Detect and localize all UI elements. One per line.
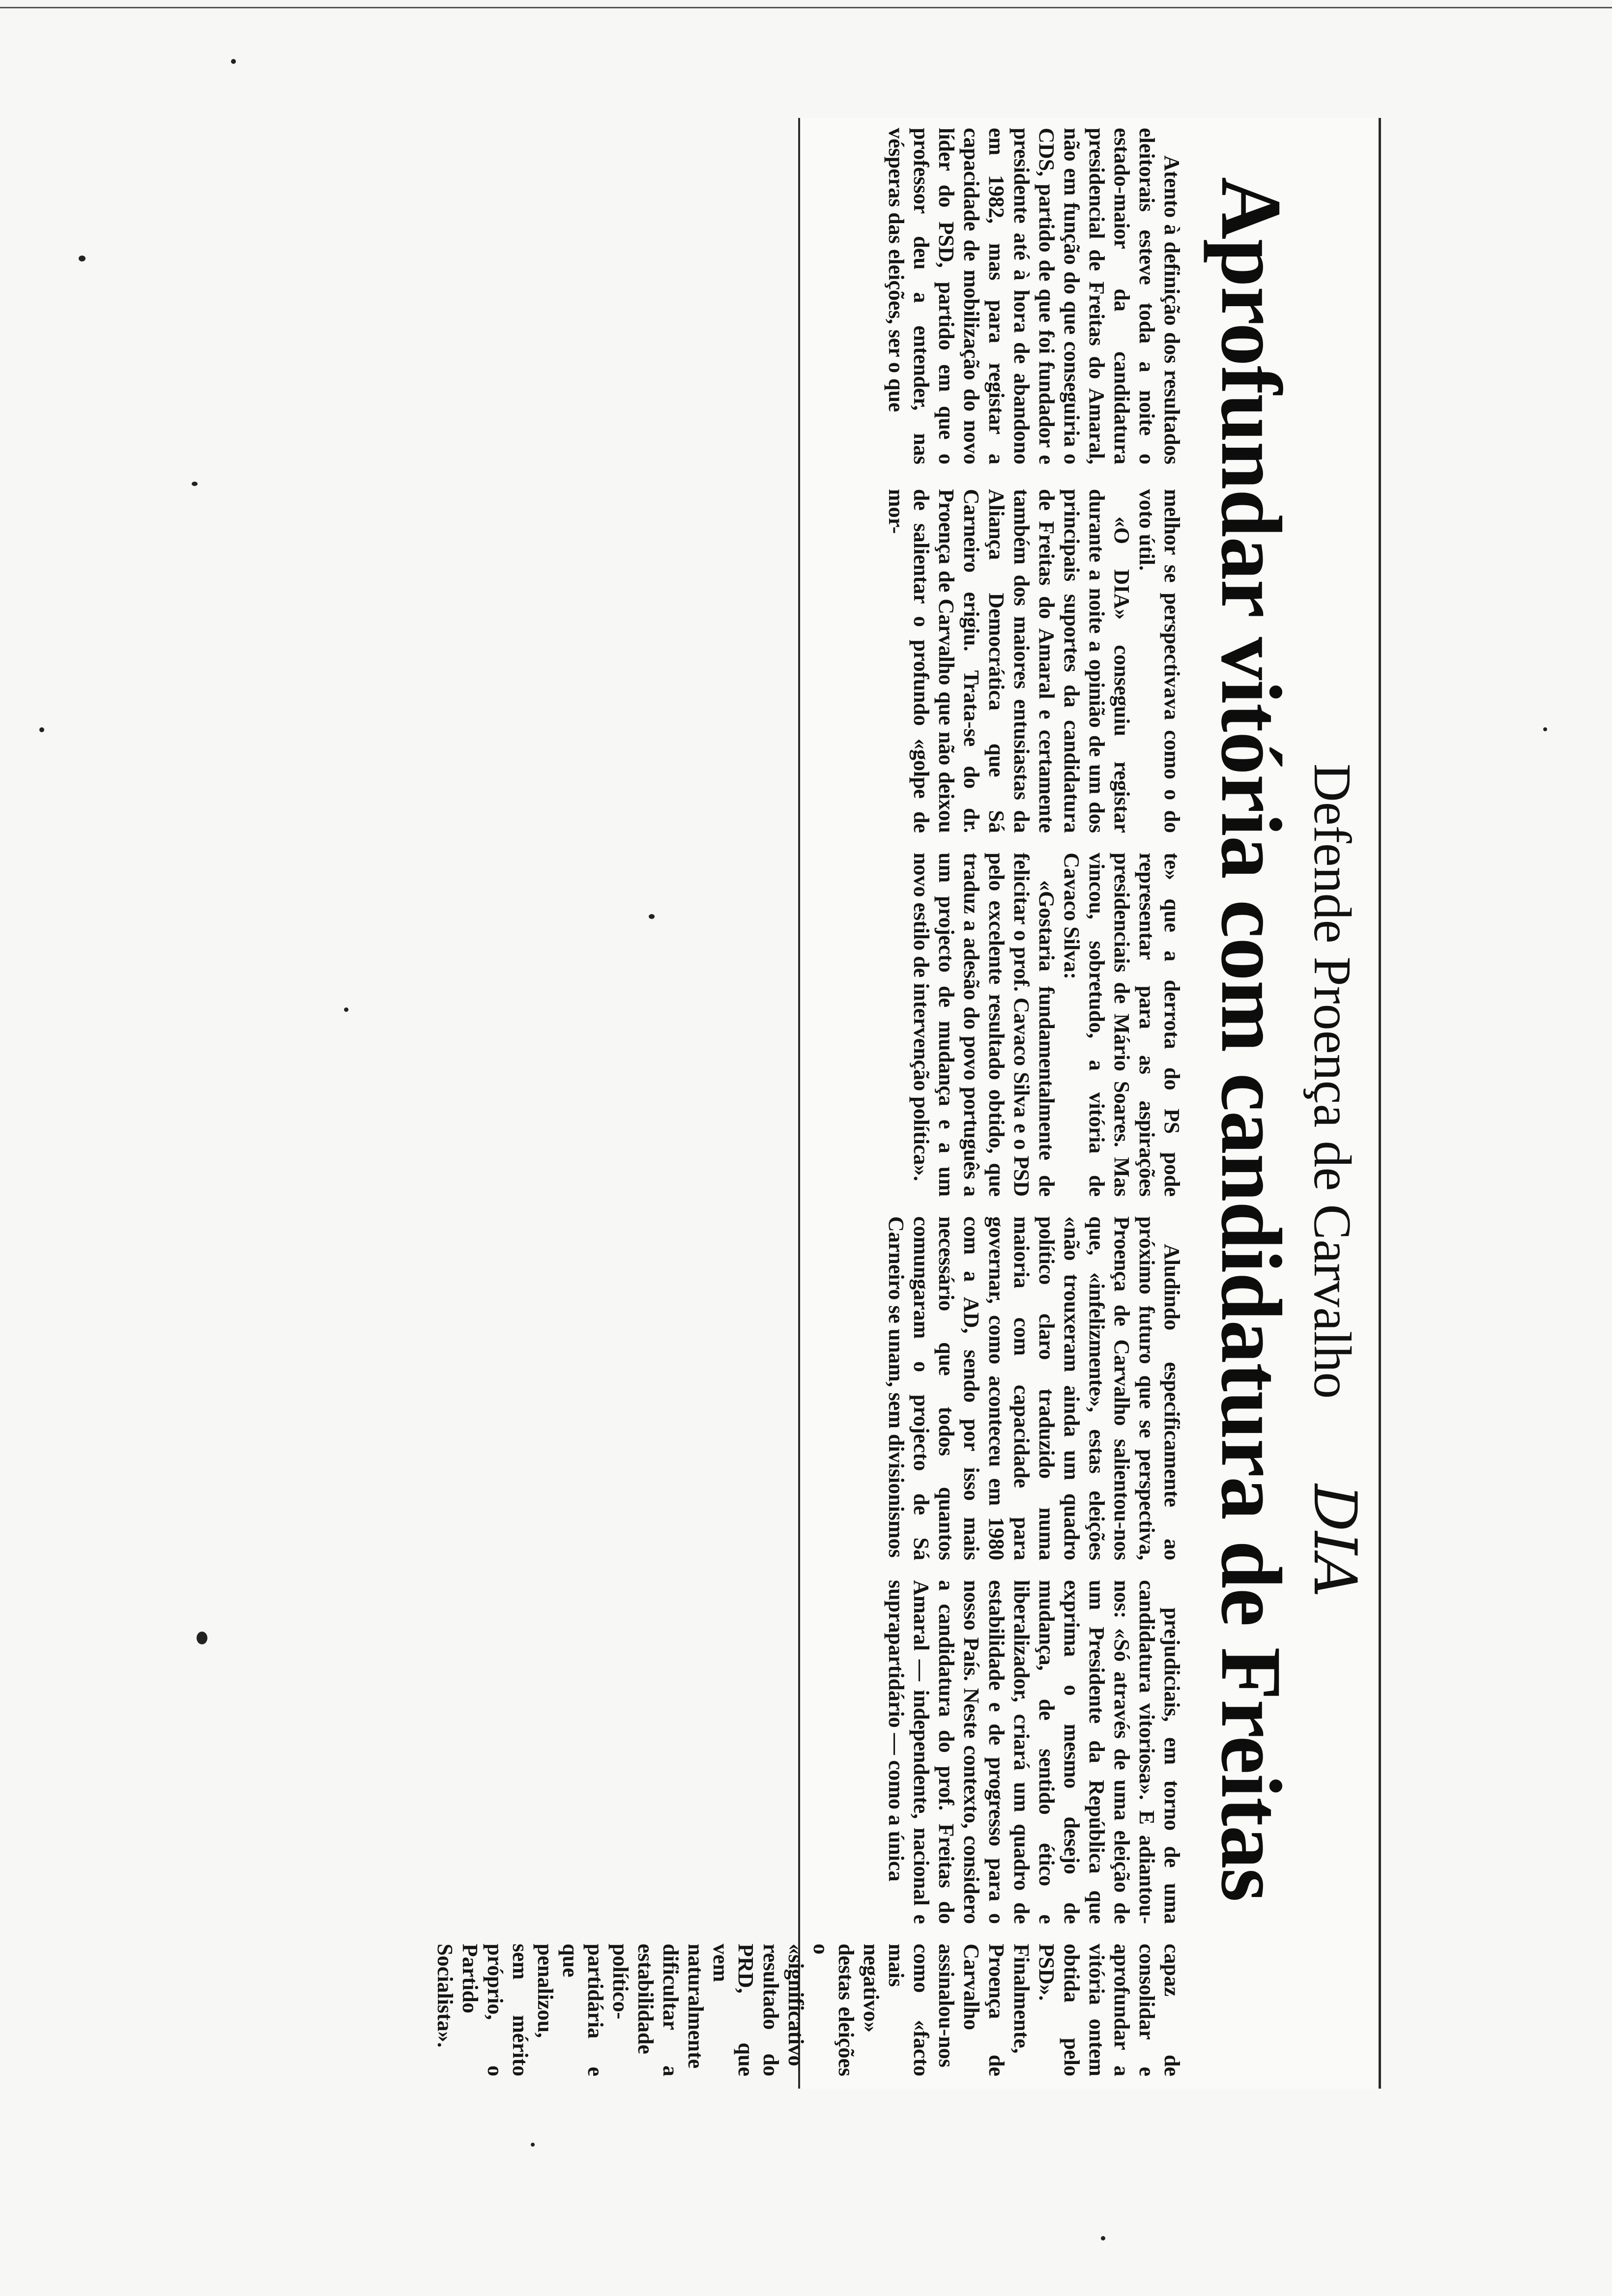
article-paragraph: «O DIA» conseguiu registar durante a noite a opinião de um dos principais suportes da candidatura de Freitas do Amaral e certamente também dos maiores entusiastas da Aliança Democrática que Sá Carneiro erigiu. Trata-se do dr. Proença de Carvalho que não deixou de salientar o profundo «golpe de mor- [884, 489, 1134, 833]
article-column-5: prejudiciais, em torno de uma candidatura vitoriosa». E adiantou-nos: «Só através de uma eleição de um Presidente da República que exprima o mesmo desejo de mudança, de sentido ético e liberalizador, criará um quadro de estabilidade e de progresso para o nosso País. Neste contexto, considero a candidatura do prof. Freitas do Amaral — independente, nacional e suprapartidário — como a única [884, 1580, 1184, 1924]
article-paragraph: te» que a derrota do PS pode representar para as aspirações presidenciais de Mário Soares. Mas vincou, sobretudo, a vitória de Cavaco Silva: [1060, 853, 1184, 1197]
article-paragraph: «Gostaria fundamentalmente de felicitar o prof. Cavaco Silva e o PSD pelo excelente resultado obtido, que traduz a adesão do povo português a um projecto de mudança e a um novo estilo de intervenção política». [909, 853, 1059, 1197]
scan-speck [79, 256, 86, 261]
article-kicker: Defende Proença de Carvalho [1303, 763, 1361, 1399]
article-headline: Aprofundar vitória com candidatura de Freitas [1203, 177, 1299, 1902]
scan-speck [531, 2143, 535, 2147]
clipping-bottom-rule [798, 118, 800, 2089]
scan-speck [344, 1007, 348, 1012]
article-paragraph: melhor se perspectivava como o do voto útil. [1135, 489, 1184, 833]
scan-speck [197, 1632, 207, 1644]
article-paragraph: Finalmente, Proença de Carvalho assinalou-nos como «facto mais negativo» destas eleições o «significativo resultado do PRD, que vem naturalmente dificultar a estabilidade político-partidária e que penalizou, sem mérito próprio, o Partido Socialista». [433, 1944, 1034, 2076]
page-top-rule [0, 7, 1612, 8]
article-column-2 [811, 489, 1184, 833]
scan-speck [39, 727, 44, 732]
newspaper-clipping [433, 118, 1381, 2089]
article-paragraph: capaz de consolidar e aprofundar a vitória ontem obtida pelo PSD». [1035, 1944, 1184, 2076]
handwritten-masthead: DIA [1300, 1484, 1369, 1598]
scan-speck [231, 59, 236, 64]
scan-speck [1543, 727, 1547, 731]
scan-speck [192, 482, 198, 486]
scan-speck [649, 914, 655, 919]
article-column-3 [811, 853, 1184, 1197]
article-column-4: Aludindo especificamente ao próximo futuro que se perspectiva, Proença de Carvalho salientou-nos que, «infelizmente», estas eleições «não trouxeram ainda um quadro político claro traduzido numa maioria com capacidade para governar, como aconteceu em 1980 com a AD, sendo por isso mais necessário que todos quantos comungaram o projecto de Sá Carneiro se unam, sem divisionismos [884, 1216, 1184, 1560]
clipping-top-rule [1379, 118, 1381, 2089]
article-column-1: Atento à definição dos resultados eleitorais esteve toda a noite o estado-maior da candidatura presidencial de Freitas do Amaral, não em função do que conseguiria o CDS, partido de que foi fundador e presidente até à hora de abandono em 1982, mas para registar a capacidade de mobilização do novo líder do PSD, partido em que o professor deu a entender, nas vésperas das eleições, ser o que [884, 128, 1184, 464]
scan-speck [1101, 2236, 1105, 2240]
article-column-6 [433, 1944, 1184, 2076]
